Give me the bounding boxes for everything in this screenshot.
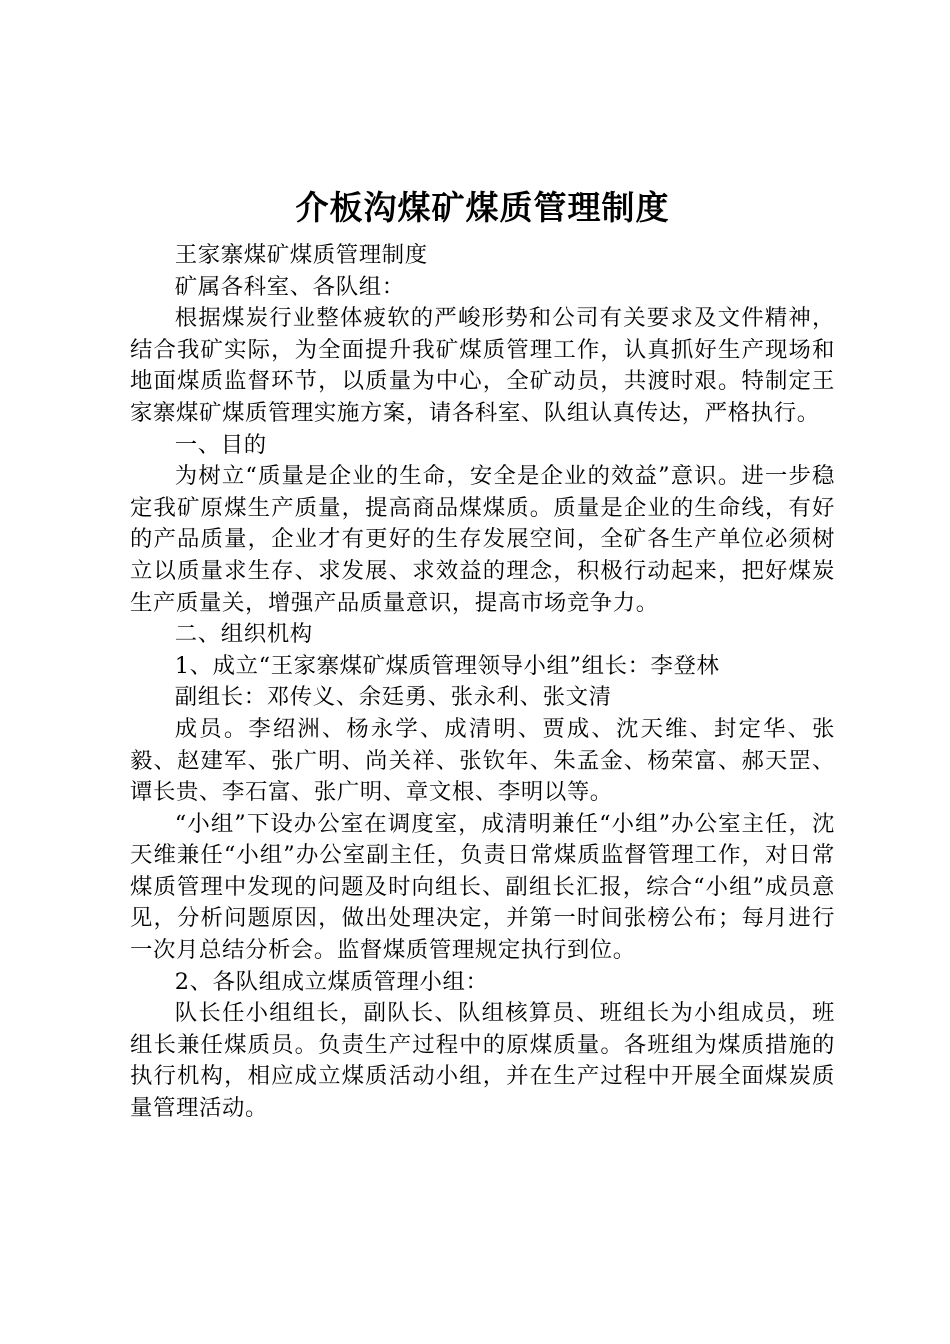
paragraph-subtitle: 王家寨煤矿煤质管理制度 — [174, 242, 428, 268]
paragraph-purpose: 为树立“质量是企业的生命，安全是企业的效益”意识。进一步稳定我矿原煤生产质量，提高商品煤煤质。质量是企业的生命线，有好的产品质量，企业才有更好的生存发展空间，全矿各生产单位必须树立以质量求生存、求发展、求效益的理念，积极行动起来，把好煤炭生产质量关，增强产品质量意识，提高市场竞争力。 — [130, 463, 835, 616]
paragraph-leader-group: 1、成立“王家寨煤矿煤质管理领导小组”组长：李登林 — [174, 652, 720, 679]
paragraph-team-groups-heading: 2、各队组成立煤质管理小组： — [174, 968, 489, 995]
section-heading-organization: 二、组织机构 — [174, 621, 313, 648]
paragraph-office: “小组”下设办公室在调度室，成清明兼任“小组”办公室主任，沈天维兼任“小组”办公室副主任，负责日常煤质监督管理工作，对日常煤质管理中发现的问题及时向组长、副组长汇报，综合“小组”成员意见，分析问题原因，做出处理决定，并第一时间张榜公布；每月进行一次月总结分析会。监督煤质管理规定执行到位。 — [130, 810, 835, 964]
paragraph-deputy-leaders: 副组长：邓传义、余廷勇、张永利、张文清 — [174, 684, 612, 711]
paragraph-intro: 根据煤炭行业整体疲软的严峻形势和公司有关要求及文件精神，结合我矿实际，为全面提升我矿煤质管理工作，认真抓好生产现场和地面煤质监督环节，以质量为中心，全矿动员，共渡时艰。特制定王家寨煤矿煤质管理实施方案，请各科室、队组认真传达，严格执行。 — [130, 305, 835, 426]
section-heading-purpose: 一、目的 — [174, 431, 267, 458]
paragraph-members: 成员。李绍洲、杨永学、成清明、贾成、沈天维、封定华、张毅、赵建军、张广明、尚关祥、张钦年、朱孟金、杨荣富、郝天罡、谭长贵、李石富、张广明、章文根、李明以等。 — [130, 715, 835, 806]
paragraph-team-groups: 队长任小组组长，副队长、队组核算员、班组长为小组成员，班组长兼任煤质员。负责生产过程中的原煤质量。各班组为煤质措施的执行机构，相应成立煤质活动小组，并在生产过程中开展全面煤炭质量管理活动。 — [130, 1000, 835, 1122]
document-title: 介板沟煤矿煤质管理制度 — [295, 188, 670, 227]
document-page — [130, 178, 835, 1125]
paragraph-salutation: 矿属各科室、各队组： — [174, 273, 405, 300]
